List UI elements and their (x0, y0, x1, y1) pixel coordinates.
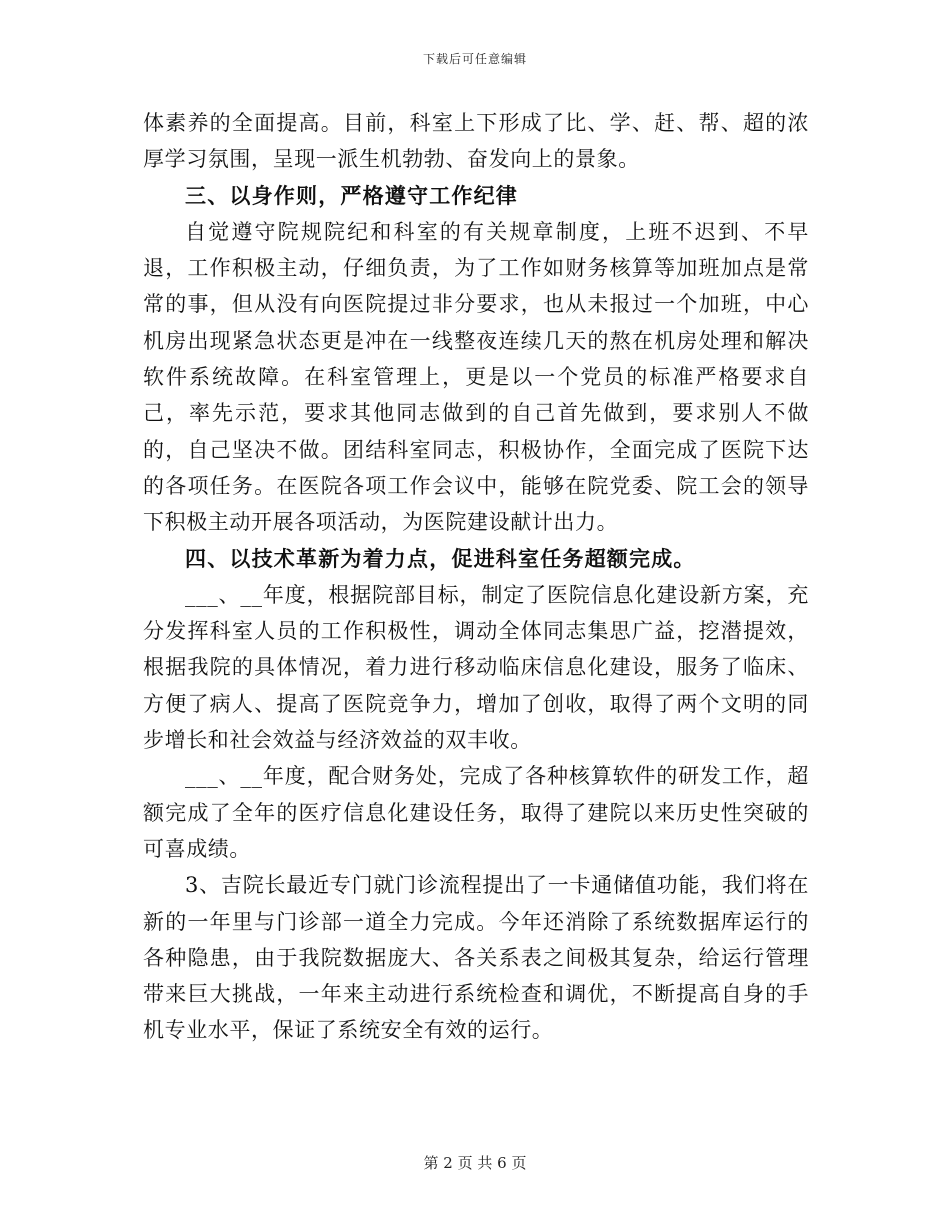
paragraph-item-3: 3、吉院长最近专门就门诊流程提出了一卡通储值功能，我们将在新的一年里与门诊部一道全力完成。今年还消除了系统数据库运行的各种隐患，由于我院数据庞大、各关系表之间极其复杂，给运行管理带来巨大挑战，一年来主动进行系统检查和调优，不断提高自身的手机专业水平，保证了系统安全有效的运行。 (143, 873, 809, 1043)
paragraph-year-plan-2: ___、__年度，配合财务处，完成了各种核算软件的研发工作，超额完成了全年的医疗信息化建设任务，取得了建院以来历史性突破的可喜成绩。 (143, 764, 809, 861)
page-header: 下载后可任意编辑 (422, 52, 527, 66)
page-number: 第 2 页 共 6 页 (423, 1154, 527, 1172)
section-heading-3: 三、以身作则，严格遵守工作纪律 (185, 182, 518, 208)
paragraph-year-plan-1: ___、__年度，根据院部目标，制定了医院信息化建设新方案，充分发挥科室人员的工作积极性，调动全体同志集思广益，挖潜提效，根据我院的具体情况，着力进行移动临床信息化建设，服务了临床、方便了病人、提高了医院竞争力，增加了创收，取得了两个文明的同步增长和社会效益与经济效益的双丰收。 (143, 582, 809, 753)
document-body (143, 105, 809, 1049)
paragraph-continued: 体素养的全面提高。目前，科室上下形成了比、学、赶、帮、超的浓厚学习氛围，呈现一派生机勃勃、奋发向上的景象。 (143, 111, 809, 172)
section-heading-4: 四、以技术革新为着力点，促进科室任务超额完成。 (185, 545, 696, 571)
paragraph-work-discipline: 自觉遵守院规院纪和科室的有关规章制度，上班不迟到、不早退，工作积极主动，仔细负责，为了工作如财务核算等加班加点是常常的事，但从没有向医院提过非分要求，也从未报过一个加班，中心机房出现紧急状态更是冲在一线整夜连续几天的熬在机房处理和解决软件系统故障。在科室管理上，更是以一个党员的标准严格要求自己，率先示范，要求其他同志做到的自己首先做到，要求别人不做的，自己坚决不做。团结科室同志，积极协作，全面完成了医院下达的各项任务。在医院各项工作会议中，能够在院党委、院工会的领导下积极主动开展各项活动，为医院建设献计出力。 (143, 219, 809, 535)
